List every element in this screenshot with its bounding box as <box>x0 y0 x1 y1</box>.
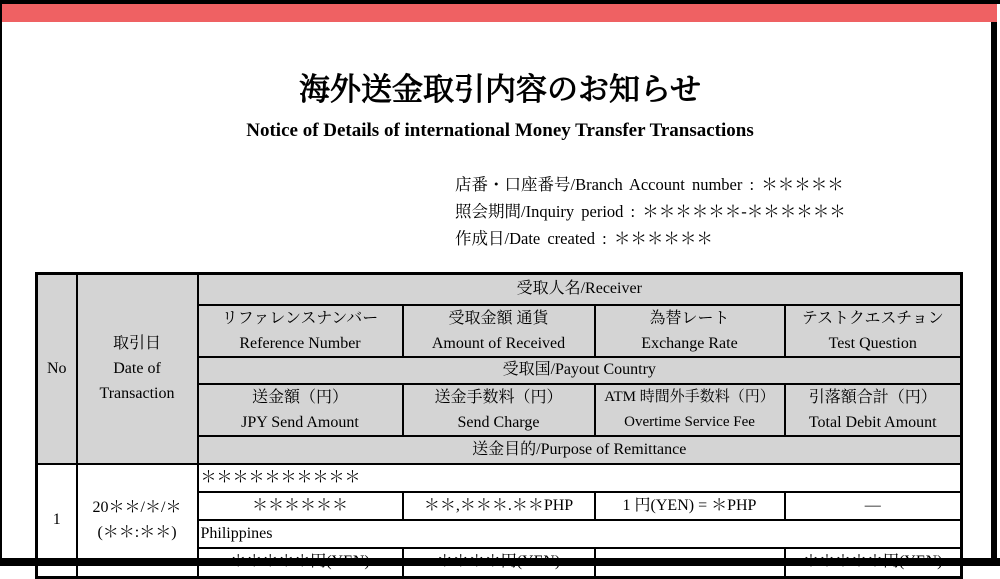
accent-bar <box>2 4 997 22</box>
inquiry-period-line: 照会期間/Inquiry period : ＊＊＊＊＊＊-＊＊＊＊＊＊ <box>455 202 846 221</box>
header-reference-number <box>198 305 403 357</box>
document-info-block <box>455 171 846 252</box>
group-header-receiver: 受取人名/Receiver <box>198 274 962 305</box>
header-send-charge-jp: 送金手数料（円） <box>434 388 563 406</box>
page-frame-left <box>0 0 2 566</box>
header-send-charge <box>403 384 595 436</box>
header-jpy-send-amount-en: JPY Send Amount <box>241 413 359 431</box>
header-overtime-service-fee-jp: ATM 時間外手数料（円） <box>604 388 775 405</box>
header-amount-received-jp: 受取金額 通貨 <box>448 309 549 327</box>
page-subtitle: Notice of Details of international Money Transfer Transactions <box>246 120 754 141</box>
header-reference-number-en: Reference Number <box>239 334 361 352</box>
cell-amount-received: ＊＊,＊＊＊.＊＊PHP <box>403 492 595 520</box>
header-jpy-send-amount <box>198 384 403 436</box>
header-exchange-rate-jp: 為替レート <box>649 309 730 327</box>
header-overtime-service-fee <box>595 384 785 436</box>
branch-account-line: 店番・口座番号/Branch Account number : ＊＊＊＊＊ <box>455 175 844 194</box>
col-header-no: No <box>37 274 77 464</box>
cell-row-number: 1 <box>37 464 77 578</box>
cell-test-question: — <box>785 492 962 520</box>
transactions-table <box>35 272 963 579</box>
header-exchange-rate <box>595 305 785 357</box>
page-frame-right <box>991 0 997 566</box>
header-total-debit-amount-en: Total Debit Amount <box>808 413 937 431</box>
header-overtime-service-fee-en: Overtime Service Fee <box>624 413 755 430</box>
header-total-debit-amount <box>785 384 962 436</box>
header-amount-received-en: Amount of Received <box>431 334 566 352</box>
header-total-debit-amount-jp: 引落額合計（円） <box>808 388 937 406</box>
header-reference-number-jp: リファレンスナンバー <box>221 309 379 327</box>
col-header-date-jp: 取引日 <box>112 335 161 353</box>
page-title: 海外送金取引内容のお知らせ <box>298 72 702 107</box>
col-header-date-en2: Transaction <box>99 385 175 403</box>
col-header-date <box>77 274 198 464</box>
header-amount-received <box>403 305 595 357</box>
cell-payout-country: Philippines <box>198 520 962 548</box>
header-jpy-send-amount-jp: 送金額（円） <box>251 388 348 406</box>
header-send-charge-en: Send Charge <box>457 413 540 431</box>
cell-transaction-date-line2: (＊＊:＊＊) <box>97 524 177 542</box>
page-frame-bottom <box>0 558 1000 566</box>
group-header-purpose: 送金目的/Purpose of Remittance <box>198 436 962 464</box>
col-header-date-en1: Date of <box>113 360 161 378</box>
header-test-question <box>785 305 962 357</box>
header-exchange-rate-en: Exchange Rate <box>641 334 738 352</box>
group-header-payout-country: 受取国/Payout Country <box>198 357 962 384</box>
cell-receiver-name: ＊＊＊＊＊＊＊＊＊＊ <box>198 464 962 492</box>
header-test-question-en: Test Question <box>828 334 917 352</box>
header-test-question-jp: テストクエスチョン <box>801 309 944 327</box>
cell-reference-number: ＊＊＊＊＊＊ <box>198 492 403 520</box>
date-created-line: 作成日/Date created : ＊＊＊＊＊＊ <box>455 229 713 248</box>
cell-exchange-rate: 1 円(YEN) = ＊PHP <box>595 492 785 520</box>
cell-transaction-date-line1: 20＊＊/＊/＊ <box>92 499 182 517</box>
